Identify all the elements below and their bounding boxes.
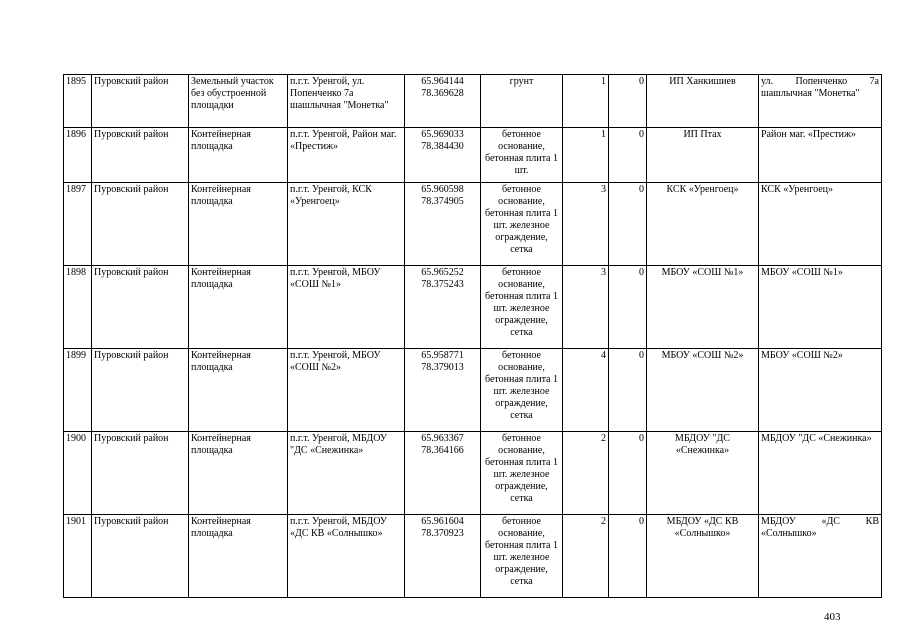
waste-source-cell: КСК «Уренгоец» [759,183,882,266]
capacity-cell: 0 [609,75,647,128]
site-type-cell: Контейнерная площадка [189,515,288,598]
site-type-cell: Контейнерная площадка [189,128,288,183]
surface-cell: грунт [481,75,563,128]
owner-cell: МБДОУ "ДС «Снежинка» [647,432,759,515]
capacity-cell: 0 [609,183,647,266]
longitude: 78.374905 [421,196,464,207]
longitude: 78.364166 [421,445,464,456]
surface-cell: бетонное основание, бетонная плита 1 шт. [481,128,563,183]
waste-source-cell: МБОУ «СОШ №1» [759,266,882,349]
owner-cell: МБОУ «СОШ №2» [647,349,759,432]
capacity-cell: 0 [609,349,647,432]
capacity-cell: 0 [609,515,647,598]
surface-cell: бетонное основание, бетонная плита 1 шт. железное ограждение, сетка [481,432,563,515]
owner-cell: КСК «Уренгоец» [647,183,759,266]
owner-cell: ИП Ханкишиев [647,75,759,128]
longitude: 78.369628 [421,88,464,99]
capacity-cell: 0 [609,128,647,183]
site-type-cell: Контейнерная площадка [189,266,288,349]
row-number: 1896 [64,128,92,183]
address-cell: п.г.т. Уренгой, МБДОУ "ДС «Снежинка» [288,432,405,515]
district-cell: Пуровский район [92,128,189,183]
coordinates-cell [405,266,481,349]
coordinates-cell [405,432,481,515]
container-count-cell: 4 [563,349,609,432]
latitude: 65.965252 [421,267,464,278]
table-row [64,266,882,349]
container-count-cell: 2 [563,515,609,598]
district-cell: Пуровский район [92,432,189,515]
row-number: 1895 [64,75,92,128]
coordinates-cell [405,183,481,266]
district-cell: Пуровский район [92,75,189,128]
container-count-cell: 1 [563,75,609,128]
row-number: 1897 [64,183,92,266]
owner-cell: ИП Птах [647,128,759,183]
row-number: 1899 [64,349,92,432]
owner-cell: МБДОУ «ДС КВ «Солнышко» [647,515,759,598]
owner-cell: МБОУ «СОШ №1» [647,266,759,349]
address-cell: п.г.т. Уренгой, Район маг. «Престиж» [288,128,405,183]
address-cell: п.г.т. Уренгой, ул. Попенченко 7а шашлычная "Монетка" [288,75,405,128]
longitude: 78.379013 [421,362,464,373]
registry-table [63,74,882,598]
row-number: 1900 [64,432,92,515]
address-cell: п.г.т. Уренгой, МБОУ «СОШ №2» [288,349,405,432]
address-cell: п.г.т. Уренгой, КСК «Уренгоец» [288,183,405,266]
capacity-cell: 0 [609,266,647,349]
container-count-cell: 2 [563,432,609,515]
row-number: 1898 [64,266,92,349]
surface-cell: бетонное основание, бетонная плита 1 шт. железное ограждение, сетка [481,515,563,598]
table-row [64,183,882,266]
waste-source-cell: МБДОУ "ДС «Снежинка» [759,432,882,515]
waste-source-cell: Район маг. «Престиж» [759,128,882,183]
table-row [64,128,882,183]
site-type-cell: Контейнерная площадка [189,432,288,515]
waste-source-cell: МБДОУ «ДС КВ «Солнышко» [759,515,882,598]
coordinates-cell [405,349,481,432]
latitude: 65.963367 [421,433,464,444]
district-cell: Пуровский район [92,515,189,598]
surface-cell: бетонное основание, бетонная плита 1 шт. железное ограждение, сетка [481,266,563,349]
surface-cell: бетонное основание, бетонная плита 1 шт. железное ограждение, сетка [481,183,563,266]
site-type-cell: Контейнерная площадка [189,349,288,432]
longitude: 78.384430 [421,141,464,152]
table-row [64,349,882,432]
container-count-cell: 1 [563,128,609,183]
container-count-cell: 3 [563,183,609,266]
waste-source-cell: ул. Попенченко 7а шашлычная "Монетка" [759,75,882,128]
latitude: 65.961604 [421,516,464,527]
latitude: 65.969033 [421,129,464,140]
coordinates-cell [405,515,481,598]
container-count-cell: 3 [563,266,609,349]
longitude: 78.375243 [421,279,464,290]
page-number: 403 [824,611,841,623]
table-row [64,75,882,128]
address-cell: п.г.т. Уренгой, МБОУ «СОШ №1» [288,266,405,349]
capacity-cell: 0 [609,432,647,515]
latitude: 65.964144 [421,76,464,87]
coordinates-cell [405,128,481,183]
latitude: 65.958771 [421,350,464,361]
waste-source-cell: МБОУ «СОШ №2» [759,349,882,432]
coordinates-cell [405,75,481,128]
site-type-cell: Контейнерная площадка [189,183,288,266]
address-cell: п.г.т. Уренгой, МБДОУ «ДС КВ «Солнышко» [288,515,405,598]
row-number: 1901 [64,515,92,598]
site-type-cell: Земельный участок без обустроенной площадки [189,75,288,128]
surface-cell: бетонное основание, бетонная плита 1 шт. железное ограждение, сетка [481,349,563,432]
longitude: 78.370923 [421,528,464,539]
district-cell: Пуровский район [92,183,189,266]
district-cell: Пуровский район [92,349,189,432]
table-row [64,515,882,598]
latitude: 65.960598 [421,184,464,195]
table-row [64,432,882,515]
district-cell: Пуровский район [92,266,189,349]
